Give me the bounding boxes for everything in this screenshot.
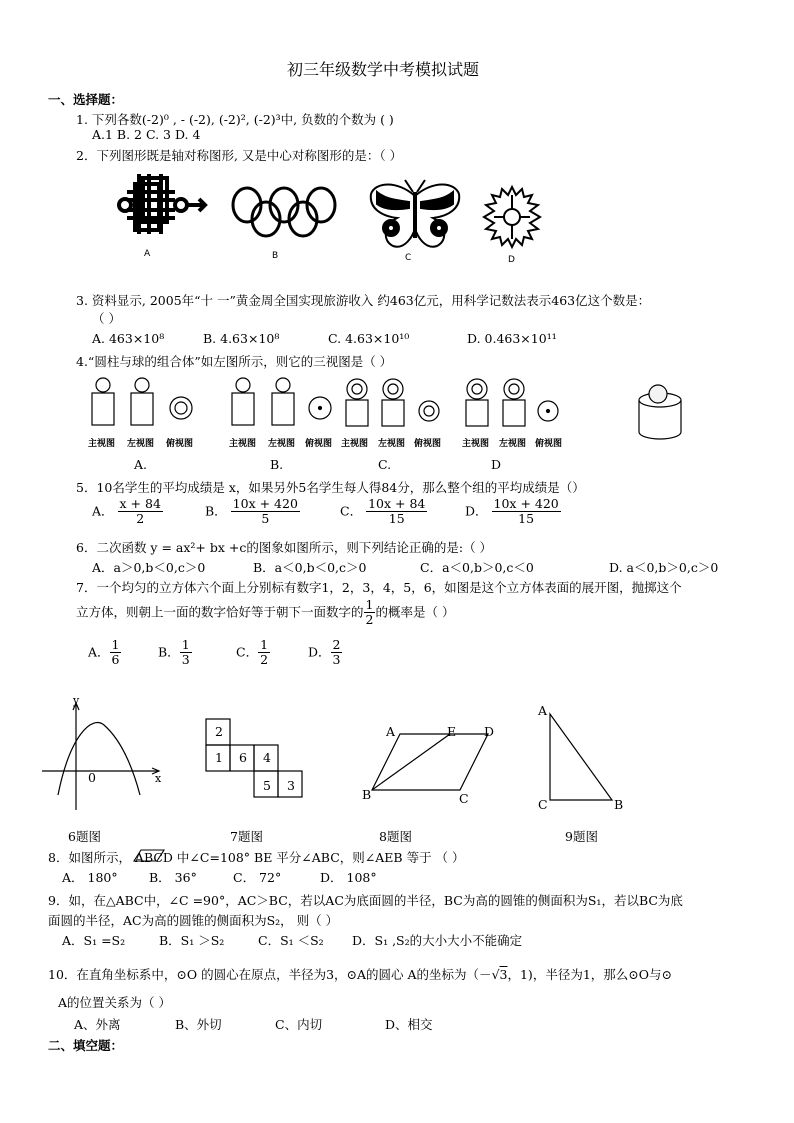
figure-label-b: B	[272, 251, 279, 261]
section-heading-fill: 二、填空题：	[48, 1038, 124, 1053]
question-10-text-part1: 10．在直角坐标系中，⊙O 的圆心在原点，半径为3，⊙A的圆心 A的坐标为（－	[48, 967, 492, 982]
vertex-label-b: B	[362, 787, 372, 802]
fraction-denominator: 15	[388, 511, 405, 527]
question-7-text-part2: 的概率是（ ）	[375, 604, 455, 620]
parallelogram-symbol	[133, 849, 165, 862]
question-9-text-line1: 9．如，在△ABC中，∠C =90°，AC＞BC，若以AC为底面圆的半径，BC为高的圆锥的侧面积为S₁，若以BC为底	[48, 893, 683, 908]
fraction-numerator: 2	[332, 637, 341, 652]
question-7-option-c	[236, 638, 270, 668]
question-7-text-part1: 立方体，则朝上一面的数字恰好等于朝下一面数字的	[76, 604, 364, 620]
question-10-text-line1	[48, 965, 672, 983]
page-title: 初三年级数学中考模拟试题	[287, 60, 480, 79]
question-6-option-d: D. a＜0,b＞0,c＞0	[609, 560, 719, 575]
option-letter: C．	[340, 503, 363, 519]
figure-label-a: A	[144, 249, 151, 259]
fraction-denominator: 2	[365, 612, 374, 628]
vertex-label-b: B	[614, 797, 624, 812]
option-letter: D．	[308, 644, 331, 660]
section-heading-choice: 一、选择题：	[48, 92, 124, 107]
figure-olympic-rings	[230, 183, 340, 238]
question-10-text-part2: ，1)，半径为1，那么⊙O与⊙	[507, 967, 672, 982]
vertex-label-a: A	[538, 703, 548, 718]
question-8-option-b: B． 36°	[149, 870, 197, 885]
fraction-denominator: 3	[181, 652, 190, 668]
question-6-option-b: B．a＜0,b＜0,c＞0	[253, 560, 367, 575]
question-5-option-d	[465, 497, 561, 527]
question-10-option-a: A、外离	[74, 1017, 121, 1032]
question-6-option-a: A．a＞0,b＜0,c＞0	[92, 560, 206, 575]
option-letter: B．	[158, 644, 180, 660]
question-4-option-a: A.	[134, 457, 148, 472]
cube-face-label: 2	[215, 724, 223, 739]
option-letter: A．	[88, 644, 110, 660]
fraction-numerator: x + 84	[119, 496, 161, 511]
question-3-paren: （ ）	[92, 311, 121, 326]
question-2-text: 2．下列图形既是轴对称图形, 又是中心对称图形的是：（ ）	[76, 148, 403, 163]
vertex-label-e: E	[447, 724, 457, 739]
view-label-main: 主视图	[341, 439, 369, 449]
cylinder-ball-figure	[635, 382, 685, 442]
figure-chinese-knot	[115, 170, 210, 242]
vertex-label-c: C	[538, 797, 548, 812]
question-6-text: 6．二次函数 y = ax²+ bx +c的图象如图所示，则下列结论正确的是:（ ）	[76, 540, 493, 555]
question-3-text: 3. 资料显示, 2005年“十 一”黄金周全国实现旅游收入 约463亿元，用科学记数法表示463亿这个数是：	[76, 293, 651, 308]
cube-face-label: 3	[287, 778, 295, 793]
view-label-top: 俯视图	[166, 439, 194, 449]
question-3-option-a: A. 463×10⁸	[92, 331, 165, 346]
question-5-option-c	[340, 497, 427, 527]
option-letter: D．	[465, 503, 488, 519]
figure-9-caption: 9题图	[565, 829, 598, 844]
fraction-denominator: 3	[332, 652, 341, 668]
figure-snowflake	[474, 181, 550, 253]
question-6-option-c: C．a＜0,b＞0,c＜0	[420, 560, 534, 575]
fraction-denominator: 2	[136, 511, 145, 527]
question-7-option-b	[158, 638, 192, 668]
fraction-denominator: 5	[261, 511, 270, 527]
question-3-option-b: B. 4.63×10⁸	[203, 331, 280, 346]
figure-8-caption: 8题图	[379, 829, 412, 844]
figure-6-x-label: x	[155, 772, 162, 785]
cube-face-label: 6	[239, 750, 247, 765]
fraction-numerator: 1	[365, 597, 374, 612]
question-4-option-b: B.	[270, 457, 284, 472]
figure-6-y-label: y	[73, 694, 80, 707]
question-9-option-a: A．S₁ =S₂	[62, 933, 126, 948]
figure-6-caption: 6题图	[68, 829, 101, 844]
figure-6-parabola	[40, 695, 165, 815]
sqrt-sign-icon: √	[491, 967, 500, 982]
cube-face-label: 5	[263, 778, 271, 793]
question-5-option-b	[205, 497, 300, 527]
question-8-option-d: D． 108°	[320, 870, 377, 885]
question-3-option-d: D. 0.463×10¹¹	[467, 331, 557, 346]
view-label-left: 左视图	[127, 439, 155, 449]
question-9-text-line2: 面圆的半径，AC为高的圆锥的侧面积为S₂， 则（ ）	[48, 913, 339, 928]
fraction-denominator: 2	[260, 652, 269, 668]
view-label-main: 主视图	[88, 439, 116, 449]
fraction-numerator: 1	[111, 637, 120, 652]
fraction-denominator: 15	[518, 511, 535, 527]
view-label-top: 俯视图	[414, 439, 442, 449]
question-9-option-b: B．S₁ ＞S₂	[159, 933, 225, 948]
view-label-left: 左视图	[268, 439, 296, 449]
vertex-label-d: D	[484, 724, 495, 739]
vertex-label-c: C	[459, 791, 469, 806]
question-8-option-a: A． 180°	[62, 870, 118, 885]
question-4-text: 4.“圆柱与球的组合体”如左图所示，则它的三视图是（ ）	[76, 354, 393, 369]
question-8-option-c: C． 72°	[233, 870, 282, 885]
question-4-option-c: C.	[378, 457, 392, 472]
option-letter: B．	[205, 503, 227, 519]
vertex-label-a: A	[386, 724, 396, 739]
question-7-text-line1: 7．一个均匀的立方体六个面上分别标有数字1，2，3，4，5，6，如图是这个立方体表面的展开图，抛掷这个	[76, 580, 682, 595]
question-7-option-a	[88, 638, 121, 668]
question-10-option-b: B、外切	[175, 1017, 222, 1032]
cube-face-label: 1	[215, 750, 223, 765]
fraction-numerator: 1	[181, 637, 190, 652]
view-label-main: 主视图	[229, 439, 257, 449]
three-views-options	[0, 370, 600, 430]
option-letter: C．	[236, 644, 259, 660]
view-label-left: 左视图	[378, 439, 406, 449]
question-1-options: A.1 B. 2 C. 3 D. 4	[92, 127, 201, 142]
figure-butterfly	[367, 178, 463, 252]
question-10-text-line2: A的位置关系为（ ）	[58, 995, 172, 1010]
view-label-main: 主视图	[462, 439, 490, 449]
fraction-numerator: 1	[260, 637, 269, 652]
fraction-numerator: 10x + 420	[493, 496, 559, 511]
question-9-option-c: C．S₁ ＜S₂	[258, 933, 324, 948]
question-9-option-d: D．S₁ ,S₂的大小大小不能确定	[352, 933, 523, 948]
option-letter: A．	[92, 503, 114, 519]
question-7-text-line2	[76, 598, 454, 628]
question-5-option-a	[92, 497, 163, 527]
question-10-option-c: C、内切	[275, 1017, 323, 1032]
figure-9-right-triangle	[548, 712, 618, 804]
view-label-left: 左视图	[499, 439, 527, 449]
question-7-option-d	[308, 638, 342, 668]
question-1-text: 1. 下列各数(-2)⁰ , - (-2), (-2)², (-2)³中, 负数的个数为 ( )	[76, 112, 394, 127]
figure-6-origin-label: 0	[88, 770, 96, 785]
figure-label-d: D	[508, 255, 515, 265]
fraction-numerator: 10x + 84	[368, 496, 426, 511]
cube-face-label: 4	[263, 750, 271, 765]
figure-7-caption: 7题图	[230, 829, 263, 844]
question-5-text: 5．10名学生的平均成绩是 x，如果另外5名学生每人得84分，那么整个组的平均成绩是（）	[76, 480, 585, 495]
question-3-option-c: C. 4.63×10¹⁰	[328, 331, 410, 346]
sqrt-radicand: 3	[499, 967, 508, 982]
question-8-text: 8．如图所示， ABCD 中∠C=108° BE 平分∠ABC，则∠AEB 等于 （ ）	[48, 850, 465, 865]
view-label-top: 俯视图	[535, 439, 563, 449]
fraction-numerator: 10x + 420	[232, 496, 298, 511]
figure-label-c: C	[405, 253, 412, 263]
fraction-denominator: 6	[111, 652, 120, 668]
view-label-top: 俯视图	[305, 439, 333, 449]
question-10-option-d: D、相交	[385, 1017, 433, 1032]
question-4-option-d: D	[491, 457, 502, 472]
